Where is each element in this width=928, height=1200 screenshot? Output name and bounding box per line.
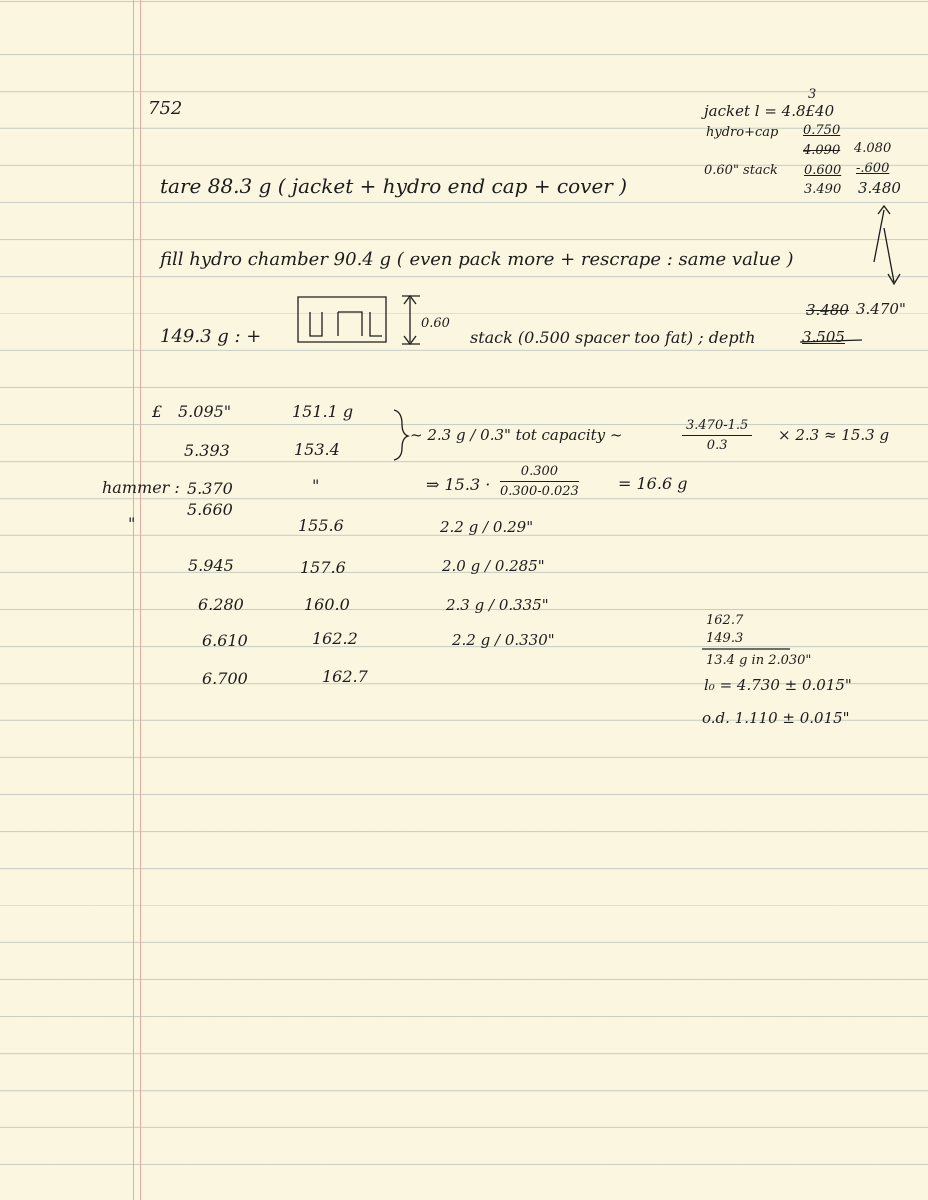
stack-new-value: 3.470" [856,300,906,318]
correction-result: = 16.6 g [618,474,688,493]
rate-entry: 2.0 g / 0.285" [442,557,545,575]
stack-depth: 3.505 [802,328,845,346]
summary-od: o.d. 1.110 ± 0.015" [702,709,850,727]
row-length: 5.945 [188,556,234,575]
calc-value-old: 4.090 [803,143,841,158]
rate-entry: 2.3 g / 0.335" [446,596,549,614]
stack-text: stack (0.500 spacer too fat) ; depth [470,328,756,347]
calc-result-b: 3.480 [858,179,901,197]
summary-length: l₀ = 4.730 ± 0.015" [704,676,852,694]
tare-line: tare 88.3 g ( jacket + hydro end cap + cover ) [160,174,628,198]
correction-fraction [500,464,579,499]
capacity-fraction [682,418,752,453]
calc-value-new: 4.080 [854,141,892,156]
row-length: 5.393 [184,441,230,460]
calc-label-stack: 0.60" stack [704,163,778,178]
row-mass: 155.6 [298,516,344,535]
page-number: 752 [148,98,183,119]
fraction-numerator: 0.300 [500,464,579,482]
stack-dimension: 0.60 [421,316,450,331]
calc-stack-b: -.600 [856,161,890,176]
fill-line: fill hydro chamber 90.4 g ( even pack more + rescrape : same value ) [160,249,794,270]
double-arrow-icon [874,206,900,284]
calc-line-jacket: jacket l = 4.8£40 [704,102,835,120]
calc-label-hydro: hydro+cap [706,125,779,140]
summary-total: 162.7 [706,613,744,628]
calc-result-a: 3.490 [804,182,842,197]
capacity-estimate: ~ 2.3 g / 0.3" tot capacity ~ [410,426,623,444]
row-prefix-first: £ [152,402,163,421]
calc-value-hydro: 0.750 [803,123,841,138]
summary-difference: 13.4 g in 2.030" [706,653,812,668]
stack-underline [800,340,862,342]
row-mass: " [312,476,320,495]
row-length: 5.370 [187,479,233,498]
fraction-numerator: 3.470-1.5 [682,418,752,436]
row-mass: 162.7 [322,667,368,686]
stack-mass: 149.3 g : + [160,326,262,347]
capacity-result: × 2.3 ≈ 15.3 g [778,426,890,444]
rate-entry: 2.2 g / 0.330" [452,631,555,649]
fraction-denominator: 0.300-0.023 [500,484,579,499]
row-mass: 157.6 [300,558,346,577]
calc-stack-a: 0.600 [804,163,842,178]
row-length: 6.280 [198,595,244,614]
brace-icon [394,410,408,460]
row-length: 5.095" [178,402,232,421]
row-length: 5.660 [187,500,233,519]
row-prefix-ditto: " [128,514,136,533]
row-mass: 162.2 [312,629,358,648]
correction-arrow: ⇒ 15.3 · [426,475,491,494]
row-mass: 160.0 [304,595,350,614]
row-length: 6.610 [202,631,248,650]
fraction-denominator: 0.3 [706,438,728,453]
dimension-arrow-icon [402,296,420,344]
stack-sketch-icon [298,297,386,342]
row-mass: 153.4 [294,440,340,459]
stack-old-value: 3.480 [806,301,849,319]
summary-base: 149.3 [706,631,744,646]
row-length: 6.700 [202,669,248,688]
calc-correction: 3 [808,87,817,102]
row-mass: 151.1 g [292,402,354,421]
rate-entry: 2.2 g / 0.29" [440,518,534,536]
row-prefix-hammer: hammer : [102,478,180,497]
